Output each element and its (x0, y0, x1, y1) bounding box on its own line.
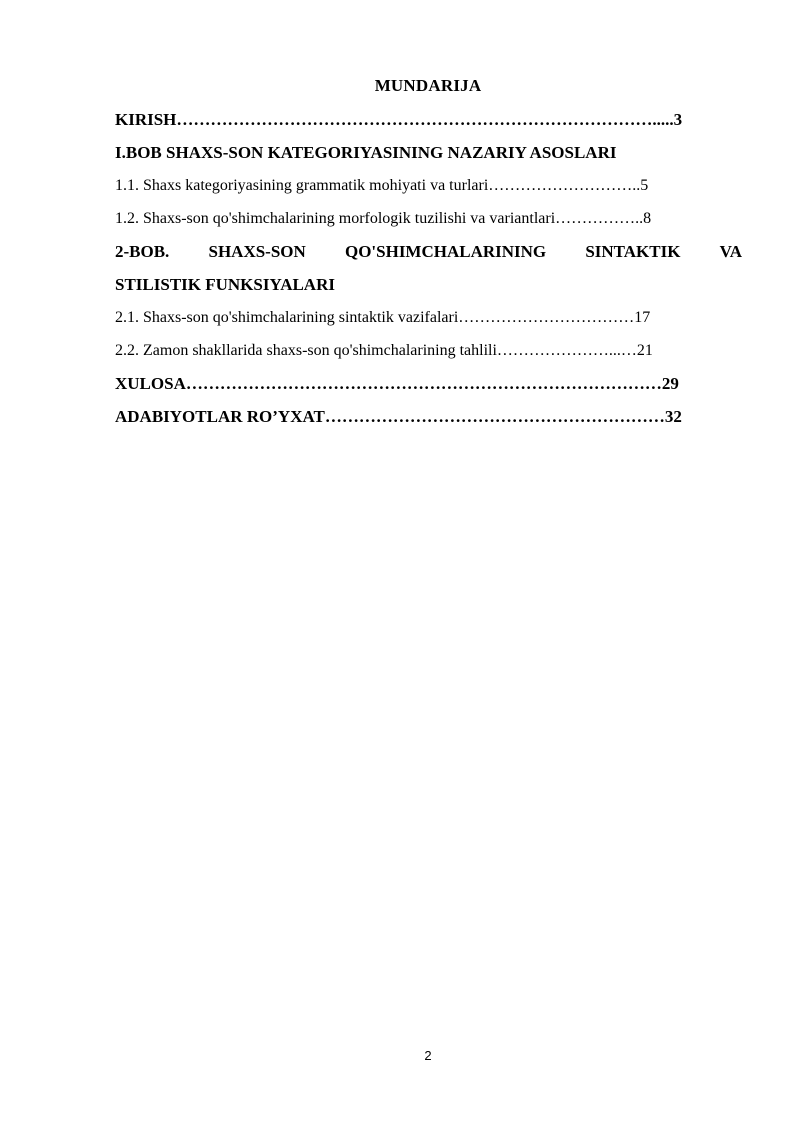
toc-entry-label: ADABIYOTLAR RO’YXAT (115, 407, 325, 426)
toc-entry-label: KIRISH (115, 110, 177, 129)
toc-chapter-2-heading-cont: STILISTIK FUNKSIYALARI (115, 275, 335, 294)
toc-heading-word: SINTAKTIK (585, 242, 681, 261)
toc-entry-leader: …………………………… (458, 309, 635, 326)
toc-entry-leader: ………………………………………………………………………… (185, 374, 662, 393)
toc-heading-word: QO'SHIMCHALARINING (344, 242, 547, 261)
toc-entry-leader: …………………………………………………… (324, 407, 665, 426)
toc-entry-1-2[interactable] (115, 206, 742, 239)
toc-entry-leader: …………….. (555, 210, 644, 227)
toc-entry-page: 21 (636, 342, 653, 359)
toc-entry-kirish[interactable] (115, 107, 742, 140)
toc-heading-word: SHAXS-SON (208, 242, 306, 261)
toc-entry-adabiyotlar[interactable] (115, 404, 742, 437)
toc-entry-xulosa[interactable] (115, 371, 742, 404)
toc-entry-1-1[interactable] (115, 173, 742, 206)
toc-entry-page: 29 (661, 374, 679, 393)
toc-entry-page: 32 (664, 407, 682, 426)
toc-chapter-1-heading[interactable]: I.BOB SHAXS-SON KATEGORIYASINING NAZARIY ASOSLARI (115, 143, 617, 162)
toc-entry-leader: …………………...… (496, 342, 637, 359)
toc-entry-label: 2.1. Shaxs-son qo'shimchalarining sintaktik vazifalari (115, 309, 459, 326)
toc-heading-word: 2-BOB. (115, 242, 170, 261)
toc-entry-page: 8 (643, 210, 652, 227)
toc-chapter-2-heading[interactable] (115, 239, 742, 272)
toc-entry-page: 3 (673, 110, 683, 129)
toc-entry-leader: ……………………….. (488, 177, 641, 194)
toc-entry-2-1[interactable] (115, 305, 742, 338)
toc-title: MUNDARIJA (374, 76, 482, 95)
page-number: 2 (424, 1048, 432, 1063)
toc-entry-page: 5 (640, 177, 649, 194)
toc-entry-leader: …………………………………………………………………………..... (176, 110, 674, 129)
toc-entry-2-2[interactable] (115, 338, 742, 371)
toc-heading-word: VA (719, 242, 742, 261)
table-of-contents (115, 107, 742, 437)
toc-entry-label: 1.1. Shaxs kategoriyasining grammatik mohiyati va turlari (115, 177, 489, 194)
toc-entry-page: 17 (634, 309, 651, 326)
toc-entry-label: 2.2. Zamon shakllarida shaxs-son qo'shimchalarining tahlili (115, 342, 497, 359)
toc-entry-label: 1.2. Shaxs-son qo'shimchalarining morfologik tuzilishi va variantlari (115, 210, 556, 227)
toc-entry-label: XULOSA (115, 374, 186, 393)
